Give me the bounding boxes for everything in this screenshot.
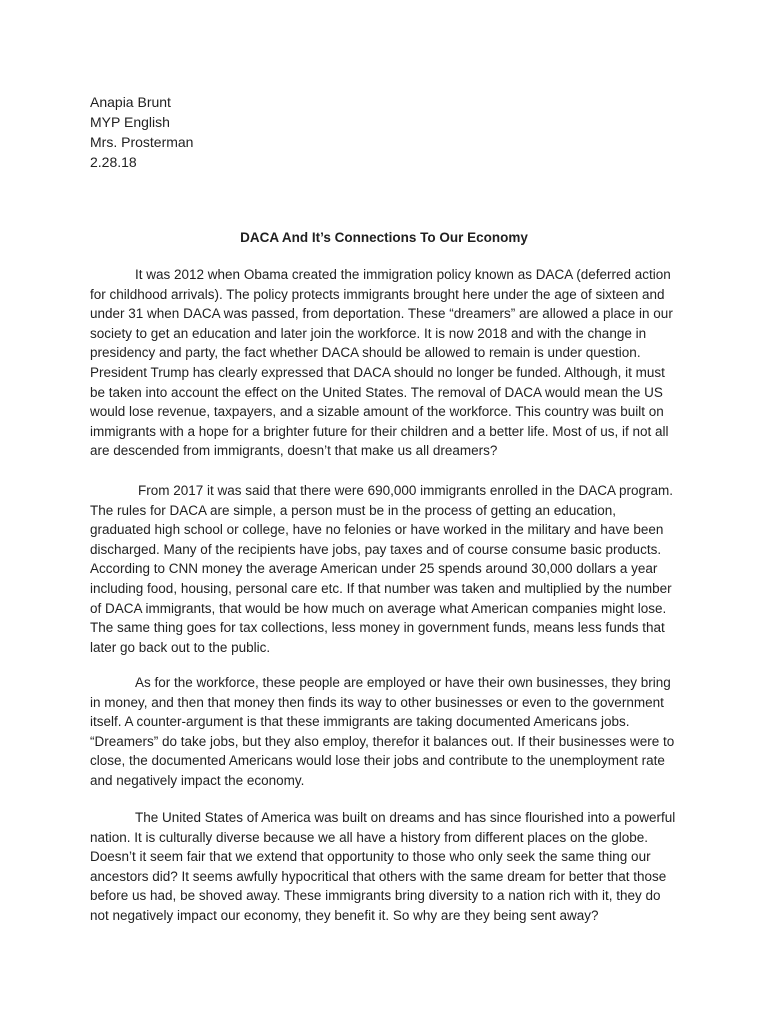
essay-title: DACA And It’s Connections To Our Economy [240,230,528,245]
paragraph-1: It was 2012 when Obama created the immigration policy known as DACA (deferred action for childhood arrivals). The policy protects immigrants brought here under the age of sixteen and under 31 when DACA was passed, from deportation. These “dreamers” are allowed a place in our society to get an education and later join the workforce. It is now 2018 and with the change in presidency and party, the fact whether DACA should be allowed to remain is under question. President Trump has clearly expressed that DACA should no longer be funded. Although, it must be taken into account the effect on the United States. The removal of DACA would mean the US would lose revenue, taxpayers, and a sizable amount of the workforce. This country was built on immigrants with a hope for a brighter future for their children and a better life. Most of us, if not all are descended from immigrants, doesn’t that make us all dreamers? [90,267,673,459]
paragraph-3: As for the workforce, these people are employed or have their own businesses, they bring in money, and then that money then finds its way to other businesses or even to the government itself. A counter-argument is that these immigrants are taking documented Americans jobs. “Dreamers” do take jobs, but they also employ, therefor it balances out. If their businesses were to close, the documented Americans would lose their jobs and contribute to the unemployment rate and negatively impact the economy. [90,675,675,788]
course-name: MYP English [90,114,170,130]
student-header [90,92,193,172]
paragraph-2: From 2017 it was said that there were 690,000 immigrants enrolled in the DACA program. The rules for DACA are simple, a person must be in the process of getting an education, graduated high school or college, have no felonies or have worked in the military and have been discharged. Many of the recipients have jobs, pay taxes and of course consume basic products. According to CNN money the average American under 25 spends around 30,000 dollars a year including food, housing, personal care etc. If that number was taken and multiplied by the number of DACA immigrants, that would be how much on average what American companies might lose. The same thing goes for tax collections, less money in government funds, means less funds that later go back out to the public. [90,483,674,655]
student-name: Anapia Brunt [90,94,171,110]
document-date: 2.28.18 [90,154,137,170]
teacher-name: Mrs. Prosterman [90,134,194,150]
paragraph-4: The United States of America was built on dreams and has since flourished into a powerful nation. It is culturally diverse because we all have a history from different places on the globe. Doesn’t it seem fair that we extend that opportunity to those who only seek the same thing our ancestors did? It seems awfully hypocritical that others with the same dream for better that those before us had, be shoved away. These immigrants bring diversity to a nation rich with it, they do not negatively impact our economy, they benefit it. So why are they being sent away? [90,810,676,923]
